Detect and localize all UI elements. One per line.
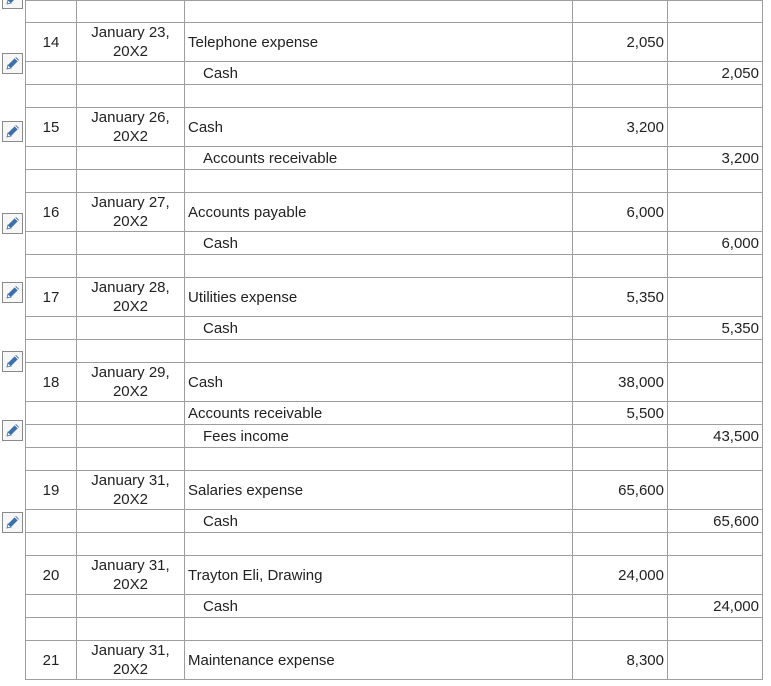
- account-title: Cash: [185, 232, 573, 255]
- entry-date: [77, 510, 185, 533]
- blank-cell: [668, 85, 763, 108]
- account-title: Maintenance expense: [185, 641, 573, 680]
- pencil-icon: [3, 122, 22, 141]
- edit-button[interactable]: [2, 213, 23, 234]
- account-title: Utilities expense: [185, 278, 573, 317]
- pencil-icon: [3, 421, 22, 440]
- credit-amount: [668, 108, 763, 147]
- edit-button[interactable]: [2, 420, 23, 441]
- journal-line: [26, 317, 763, 340]
- edit-button[interactable]: [2, 512, 23, 533]
- blank-cell: [185, 448, 573, 471]
- pencil-icon: [3, 513, 22, 532]
- debit-amount: 24,000: [573, 556, 668, 595]
- blank-cell: [185, 170, 573, 193]
- entry-number: 16: [26, 193, 77, 232]
- journal-line: [26, 595, 763, 618]
- debit-amount: [573, 147, 668, 170]
- blank-cell: [668, 340, 763, 363]
- blank-cell: [185, 85, 573, 108]
- journal-line: [26, 278, 763, 317]
- account-title: Cash: [185, 510, 573, 533]
- entry-number: 14: [26, 23, 77, 62]
- pencil-icon: [3, 0, 22, 8]
- journal-line: [26, 641, 763, 680]
- blank-cell: [26, 533, 77, 556]
- credit-amount: [668, 641, 763, 680]
- blank-cell: [573, 85, 668, 108]
- debit-amount: [573, 317, 668, 340]
- entry-date: January 26, 20X2: [77, 108, 185, 147]
- entry-number: 21: [26, 641, 77, 680]
- debit-amount: [573, 62, 668, 85]
- account-title: Accounts receivable: [185, 147, 573, 170]
- blank-cell: [573, 448, 668, 471]
- edit-button[interactable]: [2, 351, 23, 372]
- entry-date: [77, 425, 185, 448]
- debit-amount: 3,200: [573, 108, 668, 147]
- debit-amount: 6,000: [573, 193, 668, 232]
- credit-amount: [668, 23, 763, 62]
- entry-date: January 31, 20X2: [77, 556, 185, 595]
- blank-cell: [185, 255, 573, 278]
- credit-amount: 3,200: [668, 147, 763, 170]
- edit-button[interactable]: [2, 53, 23, 74]
- blank-cell: [573, 533, 668, 556]
- journal-line: [26, 510, 763, 533]
- entry-date: [77, 232, 185, 255]
- account-title: Cash: [185, 363, 573, 402]
- debit-amount: [573, 232, 668, 255]
- blank-cell: [573, 170, 668, 193]
- account-title: Trayton Eli, Drawing: [185, 556, 573, 595]
- debit-amount: 5,350: [573, 278, 668, 317]
- pencil-icon: [3, 214, 22, 233]
- blank-cell: [185, 533, 573, 556]
- entry-date: January 28, 20X2: [77, 278, 185, 317]
- entry-date: January 31, 20X2: [77, 471, 185, 510]
- entry-number: [26, 425, 77, 448]
- blank-cell: [185, 340, 573, 363]
- pencil-icon: [3, 352, 22, 371]
- journal-line: [26, 363, 763, 402]
- entry-date: [77, 62, 185, 85]
- journal-line: [26, 425, 763, 448]
- blank-cell: [26, 255, 77, 278]
- blank-cell: [77, 533, 185, 556]
- journal-line: [26, 232, 763, 255]
- journal-line: [26, 556, 763, 595]
- entry-date: January 23, 20X2: [77, 23, 185, 62]
- entry-date: [77, 317, 185, 340]
- journal-line: [26, 147, 763, 170]
- entry-date: [77, 402, 185, 425]
- debit-amount: [573, 595, 668, 618]
- credit-amount: 24,000: [668, 595, 763, 618]
- edit-button[interactable]: [2, 282, 23, 303]
- blank-cell: [668, 618, 763, 641]
- blank-cell: [573, 340, 668, 363]
- entry-date: January 29, 20X2: [77, 363, 185, 402]
- blank-row: [26, 533, 763, 556]
- account-title: Accounts payable: [185, 193, 573, 232]
- journal-body: [26, 1, 763, 680]
- journal-line: [26, 23, 763, 62]
- account-title: Cash: [185, 595, 573, 618]
- blank-row: [26, 170, 763, 193]
- credit-amount: [668, 402, 763, 425]
- blank-row: [26, 448, 763, 471]
- credit-amount: [668, 278, 763, 317]
- entry-number: 20: [26, 556, 77, 595]
- account-title: Cash: [185, 317, 573, 340]
- blank-cell: [77, 170, 185, 193]
- account-title: Fees income: [185, 425, 573, 448]
- credit-amount: [668, 193, 763, 232]
- credit-amount: 43,500: [668, 425, 763, 448]
- account-title: Cash: [185, 108, 573, 147]
- credit-amount: [668, 556, 763, 595]
- edit-button[interactable]: [2, 0, 23, 9]
- credit-amount: 5,350: [668, 317, 763, 340]
- journal-line: [26, 108, 763, 147]
- journal-line: [26, 193, 763, 232]
- debit-amount: 5,500: [573, 402, 668, 425]
- blank-row: [26, 255, 763, 278]
- credit-amount: 65,600: [668, 510, 763, 533]
- blank-cell: [26, 618, 77, 641]
- credit-amount: 6,000: [668, 232, 763, 255]
- blank-cell: [77, 255, 185, 278]
- debit-amount: 2,050: [573, 23, 668, 62]
- blank-cell: [77, 340, 185, 363]
- entry-number: 19: [26, 471, 77, 510]
- entry-number: [26, 62, 77, 85]
- blank-cell: [77, 618, 185, 641]
- entry-number: 18: [26, 363, 77, 402]
- debit-amount: [573, 425, 668, 448]
- credit-amount: [668, 471, 763, 510]
- entry-date: [77, 147, 185, 170]
- credit-amount: [668, 363, 763, 402]
- journal-line: [26, 471, 763, 510]
- account-title: Salaries expense: [185, 471, 573, 510]
- blank-cell: [668, 170, 763, 193]
- blank-cell: [77, 448, 185, 471]
- entry-date: [77, 595, 185, 618]
- pencil-icon: [3, 283, 22, 302]
- blank-cell: [77, 85, 185, 108]
- entry-number: 17: [26, 278, 77, 317]
- entry-number: [26, 510, 77, 533]
- blank-cell: [26, 340, 77, 363]
- blank-cell: [668, 448, 763, 471]
- blank-cell: [668, 255, 763, 278]
- blank-cell: [668, 533, 763, 556]
- blank-row: [26, 1, 763, 23]
- blank-row: [26, 85, 763, 108]
- blank-cell: [26, 85, 77, 108]
- blank-cell: [26, 170, 77, 193]
- journal-line: [26, 402, 763, 425]
- blank-cell: [185, 618, 573, 641]
- blank-cell: [573, 255, 668, 278]
- account-title: Cash: [185, 62, 573, 85]
- entry-date: January 27, 20X2: [77, 193, 185, 232]
- entry-number: [26, 232, 77, 255]
- entry-number: [26, 147, 77, 170]
- account-title: Telephone expense: [185, 23, 573, 62]
- entry-date: January 31, 20X2: [77, 641, 185, 680]
- entry-number: [26, 402, 77, 425]
- entry-number: [26, 317, 77, 340]
- debit-amount: 65,600: [573, 471, 668, 510]
- account-title: Accounts receivable: [185, 402, 573, 425]
- journal-line: [26, 62, 763, 85]
- debit-amount: 8,300: [573, 641, 668, 680]
- blank-cell: [573, 618, 668, 641]
- blank-row: [26, 618, 763, 641]
- edit-button[interactable]: [2, 121, 23, 142]
- pencil-icon: [3, 54, 22, 73]
- entry-number: [26, 595, 77, 618]
- blank-row: [26, 340, 763, 363]
- debit-amount: 38,000: [573, 363, 668, 402]
- credit-amount: 2,050: [668, 62, 763, 85]
- blank-cell: [26, 448, 77, 471]
- entry-number: 15: [26, 108, 77, 147]
- debit-amount: [573, 510, 668, 533]
- journal-entries-table: [25, 0, 763, 680]
